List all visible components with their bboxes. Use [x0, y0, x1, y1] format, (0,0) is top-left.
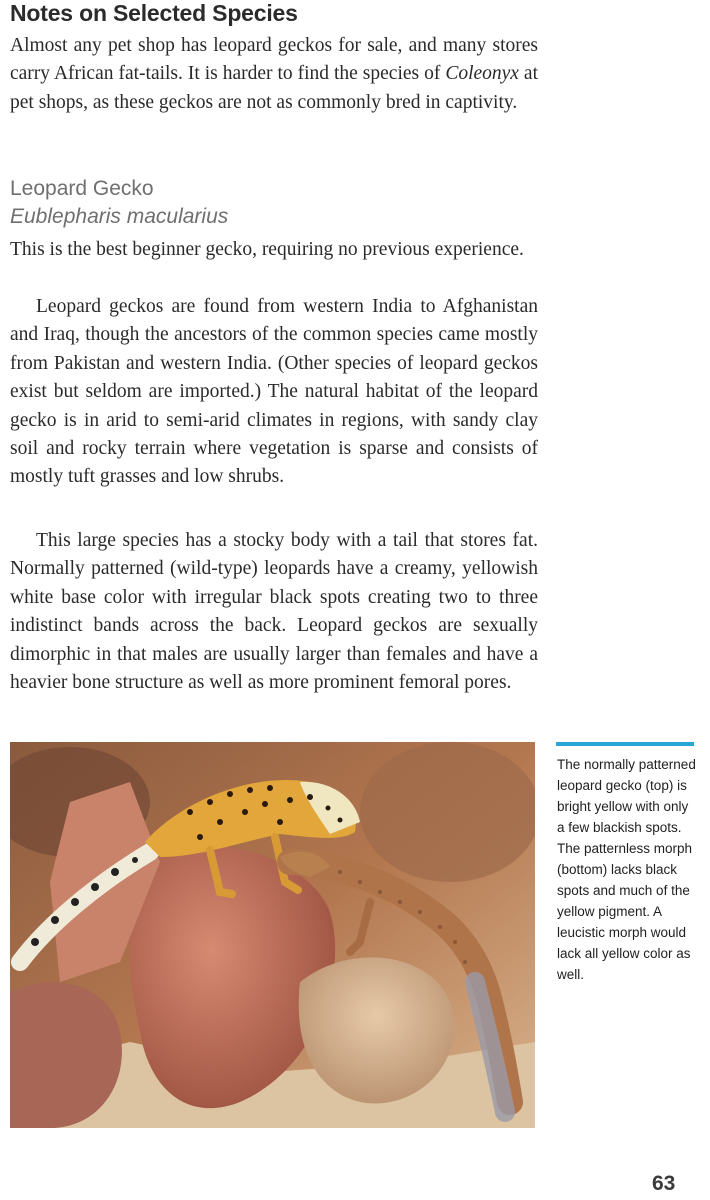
body-paragraph-3: This large species has a stocky body with a tail that stores fat. Normally patterned (wild-type) leopards have a creamy, yellowish white base color with irregular black spots creating two to three indistinct bands across the back. Leopard geckos are sexually dimorphic in that males are usually larger than females and have a heavier bone structure as well as more prominent femoral pores. — [10, 530, 538, 694]
genus-name: Coleonyx — [445, 63, 519, 85]
species-common-name: Leopard Gecko — [10, 177, 154, 200]
intro-paragraph — [10, 32, 538, 117]
species-latin-name: Eublepharis macularius — [10, 205, 229, 228]
photo-caption: The normally patterned leopard gecko (top) is bright yellow with only a few blackish spots. The patternless morph (bottom) lacks black spots and much of the yellow pigment. A leucistic morph would lack all yellow color as well. — [557, 757, 696, 982]
intro-text-end: at pet shops, as these geckos are not as commonly bred in captivity. — [10, 63, 538, 113]
body-paragraph-2: Leopard geckos are found from western India to Afghanistan and Iraq, though the ancestors of the common species came mostly from Pakistan and western India. (Other species of leopard geckos exist but seldom are imported.) The natural habitat of the leopard gecko is in arid to semi-arid climates in regions, with sandy clay soil and rocky terrain where vegetation is sparse and consists of mostly tuft grasses and low shrubs. — [10, 296, 538, 488]
page-number: 63 — [652, 1172, 676, 1195]
caption-rule — [556, 742, 694, 746]
section-heading: Notes on Selected Species — [10, 0, 298, 26]
gecko-photo — [10, 742, 535, 1128]
intro-text-start: Almost any pet shop has leopard geckos for sale, and many stores carry African fat-tails. It is harder to find the species of — [10, 35, 538, 85]
body-paragraph-1: This is the best beginner gecko, requiring no previous experience. — [10, 239, 524, 260]
